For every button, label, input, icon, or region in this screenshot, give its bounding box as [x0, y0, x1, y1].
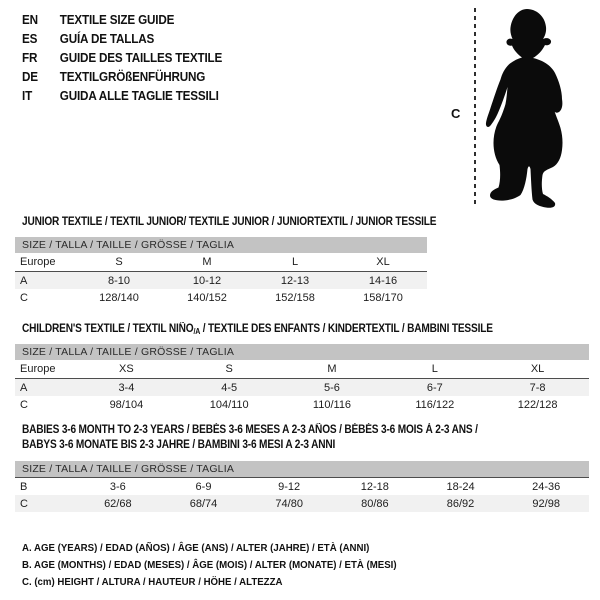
section-title-children	[22, 322, 493, 339]
value-cell: 9-12	[278, 480, 301, 493]
footnotes	[22, 540, 429, 591]
section-title-junior-text: JUNIOR TEXTILE / TEXTIL JUNIOR/ TEXTILE JUNIOR / JUNIORTEXTIL / JUNIOR TESSILE	[22, 216, 437, 228]
language-row-it	[22, 86, 222, 105]
size-bar: SIZE / TALLA / TAILLE / GRÖSSE / TAGLIA	[15, 237, 427, 253]
language-code: IT	[22, 88, 33, 103]
row-label: A	[20, 274, 28, 287]
language-code: DE	[22, 69, 38, 84]
value-cell: 158/170	[363, 291, 403, 304]
value-cell: 8-10	[107, 274, 131, 287]
section-title-children-text: CHILDREN'S TEXTILE / TEXTIL NIÑO	[22, 323, 194, 335]
value-cell: 128/140	[99, 291, 139, 304]
table-row-c	[15, 495, 589, 512]
value-cell: 7-8	[529, 381, 546, 394]
language-row-de	[22, 67, 222, 86]
size-bar: SIZE / TALLA / TAILLE / GRÖSSE / TAGLIA	[15, 344, 589, 360]
table-row-a	[15, 379, 589, 396]
language-code: FR	[22, 50, 38, 65]
section-title-babies	[22, 423, 478, 453]
value-cell: 86/92	[446, 497, 475, 510]
language-row-en	[22, 10, 222, 29]
row-label: C	[20, 291, 28, 304]
value-cell: 12-18	[360, 480, 389, 493]
header-region-label: Europe	[20, 363, 56, 375]
value-cell: 62/68	[104, 497, 132, 510]
value-cell: 152/158	[275, 291, 315, 304]
value-cell: 92/98	[532, 497, 560, 510]
value-cell: 14-16	[368, 274, 398, 287]
section-title-children-subscript: /A	[193, 327, 201, 336]
footnote-b: B. AGE (MONTHS) / EDAD (MESES) / ÂGE (MOIS) / ALTER (MONATE) / ETÀ (MESI)	[22, 559, 397, 571]
language-title: TEXTILE SIZE GUIDE	[59, 12, 175, 27]
height-marker-label: C	[451, 106, 461, 121]
value-cell: 3-4	[118, 381, 135, 394]
value-cell: 116/122	[415, 398, 455, 411]
value-cell: 68/74	[189, 497, 218, 510]
header-size-cell: M	[327, 363, 337, 375]
header-size-cell: M	[202, 256, 212, 268]
children-size-table	[15, 344, 589, 413]
value-cell: 4-5	[221, 381, 238, 394]
table-header-row	[15, 360, 589, 379]
value-cell: 18-24	[446, 480, 475, 493]
header-size-cell: L	[291, 256, 299, 268]
footnote-a: A. AGE (YEARS) / EDAD (AÑOS) / ÂGE (ANS) / ALTER (JAHRE) / ETÀ (ANNI)	[22, 542, 370, 554]
table-row-a	[15, 272, 427, 289]
value-cell: 98/104	[109, 398, 144, 411]
language-title: GUIDE DES TAILLES TEXTILE	[59, 50, 223, 65]
header-region-label: Europe	[20, 256, 56, 268]
junior-size-table	[15, 237, 427, 306]
value-cell: 110/116	[312, 398, 352, 411]
section-title-junior	[22, 215, 436, 230]
language-title: GUÍA DE TALLAS	[59, 31, 155, 46]
value-cell: 104/110	[209, 398, 249, 411]
table-row-b	[15, 478, 589, 495]
language-code: EN	[22, 12, 38, 27]
table-header-row	[15, 253, 427, 272]
height-measure-dashed-line	[474, 8, 476, 205]
row-label: B	[20, 480, 28, 493]
row-label: A	[20, 381, 28, 394]
language-list	[22, 10, 244, 105]
size-bar: SIZE / TALLA / TAILLE / GRÖSSE / TAGLIA	[15, 461, 589, 478]
section-title-babies-line2: BABYS 3-6 MONATE BIS 2-3 JAHRE / BAMBINI 3-6 MESI A 2-3 ANNI	[22, 439, 336, 451]
value-cell: 140/152	[187, 291, 227, 304]
header-size-cell: XL	[530, 363, 545, 375]
baby-silhouette	[483, 8, 578, 210]
header-size-cell: S	[115, 256, 123, 268]
language-row-fr	[22, 48, 222, 67]
footnote-c: C. (cm) HEIGHT / ALTURA / HAUTEUR / HÖHE / ALTEZZA	[22, 576, 283, 588]
row-label: C	[20, 497, 28, 510]
value-cell: 24-36	[532, 480, 561, 493]
language-title: TEXTILGRÖßENFÜHRUNG	[59, 69, 206, 84]
table-row-c	[15, 289, 427, 306]
value-cell: 5-6	[324, 381, 340, 394]
table-row-c	[15, 396, 589, 413]
language-title: GUIDA ALLE TAGLIE TESSILI	[59, 88, 219, 103]
babies-size-table	[15, 461, 589, 512]
value-cell: 6-7	[426, 381, 443, 394]
language-row-es	[22, 29, 222, 48]
value-cell: 74/80	[275, 497, 303, 510]
value-cell: 6-9	[195, 480, 212, 493]
header-size-cell: XS	[119, 363, 134, 375]
header-size-cell: L	[431, 363, 438, 375]
section-title-babies-line1: BABIES 3-6 MONTH TO 2-3 YEARS / BEBÉS 3-6 MESES A 2-3 AÑOS / BÉBÉS 3-6 MOIS À 2-3 ANS /	[22, 424, 478, 436]
value-cell: 122/128	[517, 398, 558, 411]
value-cell: 80/86	[361, 497, 389, 510]
header-size-cell: S	[225, 363, 233, 375]
row-label: C	[20, 398, 28, 411]
section-title-children-text2: / TEXTILE DES ENFANTS / KINDERTEXTIL / BAMBINI TESSILE	[200, 323, 493, 335]
header-size-cell: XL	[376, 256, 390, 268]
value-cell: 10-12	[192, 274, 222, 287]
language-code: ES	[22, 31, 38, 46]
value-cell: 12-13	[280, 274, 310, 287]
value-cell: 3-6	[109, 480, 126, 493]
